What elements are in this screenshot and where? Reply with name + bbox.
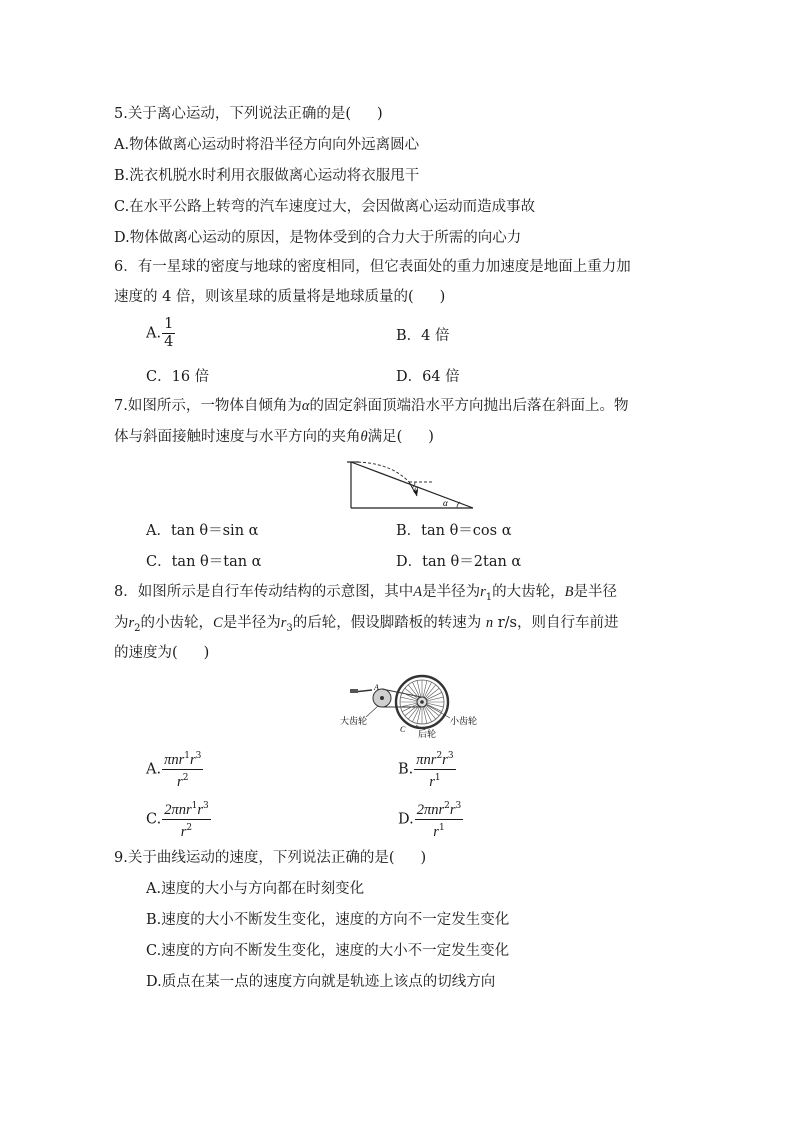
fig-label-small-gear: 小齿轮 <box>450 717 478 727</box>
wheel-spoke <box>423 707 427 724</box>
q5-option-c: C.在水平公路上转弯的汽车速度过大，会因做离心运动而造成事故 <box>114 199 536 215</box>
fig-alpha-label: α <box>443 498 448 508</box>
fig-theta-label: θ <box>414 486 418 495</box>
q5-option-d: D.物体做离心运动的原因，是物体受到的合力大于所需的向心力 <box>114 230 522 246</box>
q8-option-b: B. $\frac{\pi nr^2r^3}{r^1}$ <box>398 748 456 791</box>
pedal <box>350 689 358 693</box>
q6-option-a: A. $\frac{1}{4}$ <box>146 316 174 350</box>
q8-option-c: C. $\frac{2\pi nr^1r^3}{r^2}$ <box>146 798 211 841</box>
q8-option-a: A. $\frac{\pi nr^1r^3}{r^2}$ <box>146 748 203 791</box>
q9-option-a: A.速度的大小与方向都在时刻变化 <box>146 881 365 897</box>
q6-option-c: C．16 倍 <box>146 369 210 385</box>
fig-label-big-gear: 大齿轮 <box>340 717 368 727</box>
q6-stem-line1: 6．有一星球的密度与地球的密度相同，但它表面处的重力加速度是地面上重力加 <box>114 259 631 275</box>
big-gear-leader <box>366 706 378 717</box>
projectile-trajectory <box>353 462 409 482</box>
fig-label-c: C <box>400 725 406 734</box>
rear-hub <box>420 700 424 704</box>
q8-option-b-fraction: $\frac{\pi nr^2r^3}{r^1}$ <box>414 748 455 791</box>
wheel-spoke <box>401 697 418 701</box>
wheel-spoke <box>427 697 444 701</box>
q8-stem-line3: 的速度为( ) <box>114 645 210 661</box>
incline-figure <box>345 456 477 512</box>
q7-option-a: A．tan θ＝sin α <box>146 523 259 539</box>
q8-stem-line2: 为$r_2$的小齿轮，C是半径为$r_3$的后轮，假设脚踏板的转速为 n r/s，则自行车前进 <box>114 615 619 634</box>
q6-option-d: D．64 倍 <box>396 369 460 385</box>
q7-stem-line2: 体与斜面接触时速度与水平方向的夹角θ满足( ) <box>114 429 434 445</box>
q8-option-d-fraction: $\frac{2\pi nr^2r^3}{r^1}$ <box>415 798 464 841</box>
q8-stem-line1: 8．如图所示是自行车传动结构的示意图，其中A是半径为$r_1$的大齿轮，B是半径 <box>114 584 617 603</box>
q9-option-d: D.质点在某一点的速度方向就是轨迹上该点的切线方向 <box>146 974 496 990</box>
fig-label-rear-wheel: 后轮 <box>418 730 437 740</box>
incline-slope <box>351 462 473 508</box>
bicycle-transmission-figure <box>338 670 484 740</box>
q9-option-b: B.速度的大小不断发生变化，速度的方向不一定发生变化 <box>146 912 510 928</box>
wheel-spoke <box>417 681 421 698</box>
big-gear-hub <box>380 696 384 700</box>
q9-stem: 9.关于曲线运动的速度，下列说法正确的是( ) <box>114 850 427 866</box>
wheel-spoke <box>401 703 418 707</box>
q5-option-b: B.洗衣机脱水时利用衣服做离心运动将衣服甩干 <box>114 168 420 184</box>
q8-option-c-fraction: $\frac{2\pi nr^1r^3}{r^2}$ <box>162 798 211 841</box>
q8-option-d: D. $\frac{2\pi nr^2r^3}{r^1}$ <box>398 798 463 841</box>
wheel-spoke <box>417 707 421 724</box>
q6-option-b: B．4 倍 <box>396 328 450 344</box>
fig-label-a: A <box>374 683 379 692</box>
q7-option-b: B．tan θ＝cos α <box>396 523 512 539</box>
q6-stem-line2: 速度的 4 倍，则该星球的质量将是地球质量的( ) <box>114 289 446 305</box>
q5-stem: 5.关于离心运动，下列说法正确的是( ) <box>114 106 383 122</box>
q9-option-c: C.速度的方向不断发生变化，速度的大小不一定发生变化 <box>146 943 510 959</box>
q6-option-a-fraction: $\frac{1}{4}$ <box>164 316 174 350</box>
q7-stem-line1: 7.如图所示，一物体自倾角为α的固定斜面顶端沿水平方向抛出后落在斜面上。物 <box>114 398 629 414</box>
q8-option-a-fraction: $\frac{\pi nr^1r^3}{r^2}$ <box>162 748 203 791</box>
q5-option-a: A.物体做离心运动时将沿半径方向向外远离圆心 <box>114 137 420 153</box>
q7-option-d: D．tan θ＝2tan α <box>396 554 522 570</box>
wheel-spoke <box>423 681 427 698</box>
q7-option-c: C．tan θ＝tan α <box>146 554 262 570</box>
